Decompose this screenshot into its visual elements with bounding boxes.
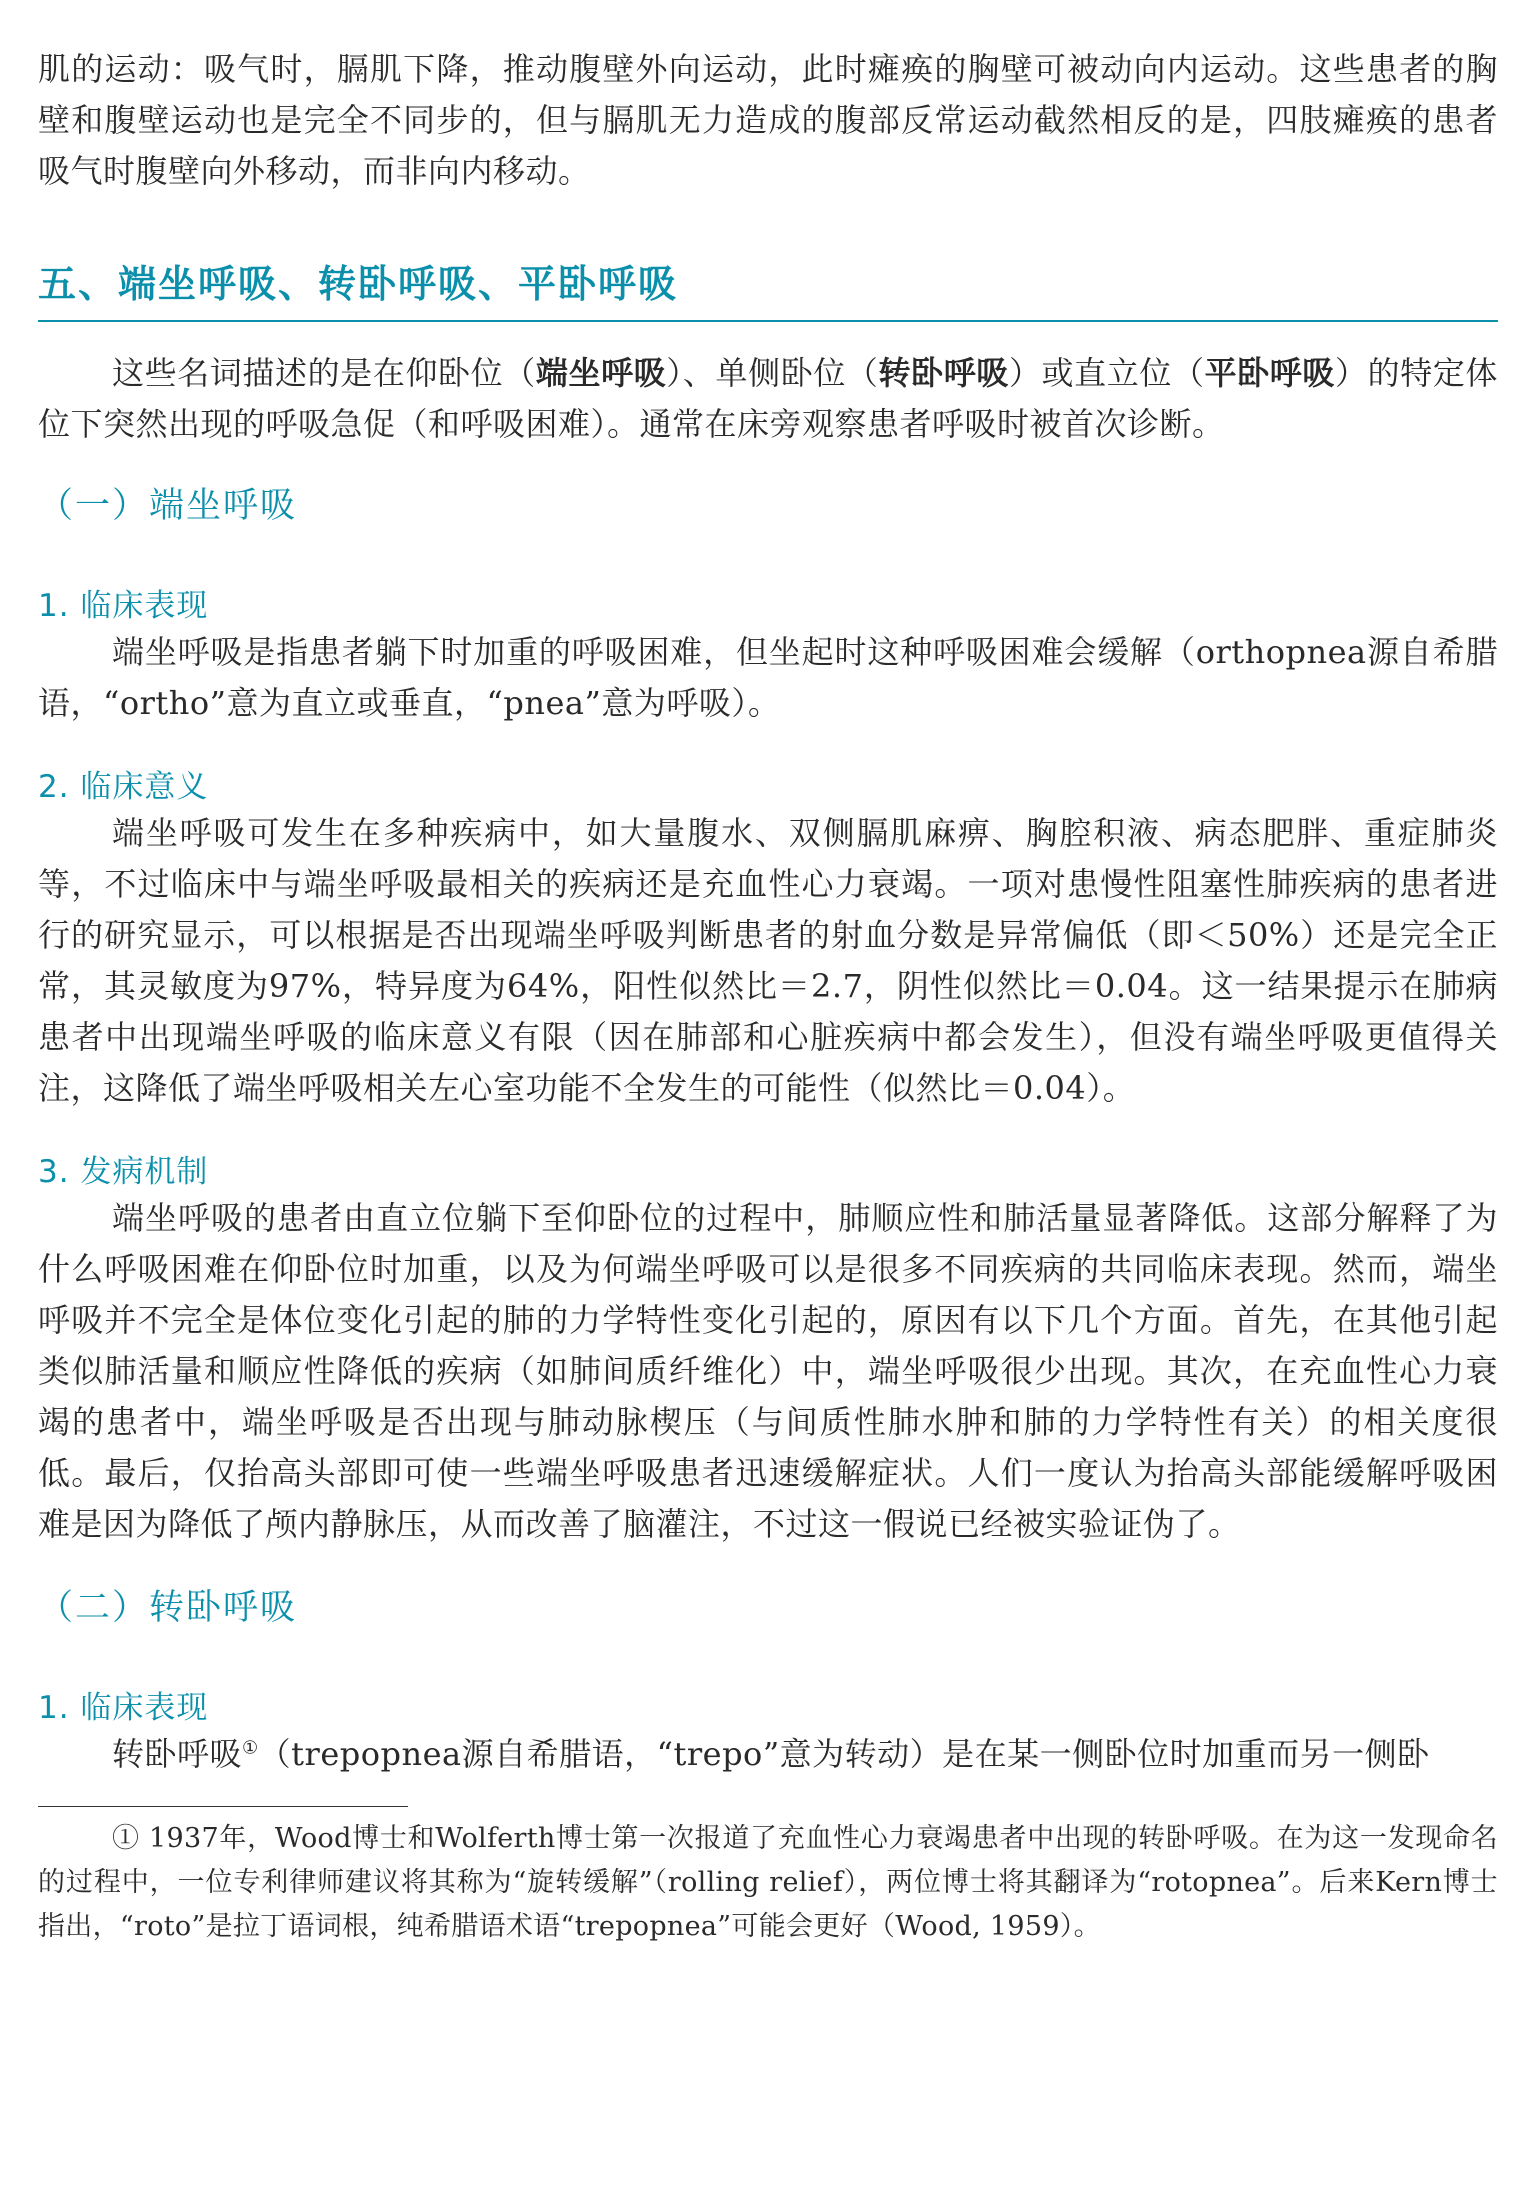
paragraph-clinical-significance: 端坐呼吸可发生在多种疾病中，如大量腹水、双侧膈肌麻痹、胸腔积液、病态肥胖、重症肺炎等，不过临床中与端坐呼吸最相关的疾病还是充血性心力衰竭。一项对患慢性阻塞性肺疾病的患者进行的研究显示，可以根据是否出现端坐呼吸判断患者的射血分数是异常偏低（即＜50%）还是完全正常，其灵敏度为97%，特异度为64%，阳性似然比＝2.7，阴性似然比＝0.04。这一结果提示在肺病患者中出现端坐呼吸的临床意义有限（因在肺部和心脏疾病中都会发生），但没有端坐呼吸更值得关注，这降低了端坐呼吸相关左心室功能不全发生的可能性（似然比＝0.04）。 <box>38 814 1498 1107</box>
subsection-title-trepopnea: （二）转卧呼吸 <box>38 1588 298 1628</box>
document-page <box>38 44 1498 1949</box>
footnote: ① 1937年，Wood博士和Wolferth博士第一次报道了充血性心力衰竭患者中出现的转卧呼吸。在为这一发现命名的过程中，一位专利律师建议将其称为“旋转缓解”（rolling relief），两位博士将其翻译为“rotopnea”。后来Kern博士指出，“roto”是拉丁语词根，纯希腊语术语“trepopnea”可能会更好（Wood, 1959）。 <box>38 1823 1498 1942</box>
term-platypnea: 平卧呼吸 <box>1204 354 1336 392</box>
heading-pathogenesis: 3. 发病机制 <box>38 1154 209 1190</box>
footnote-marker[interactable]: ① <box>242 1737 259 1759</box>
overview-text-3: ）或直立位（ <box>1008 354 1205 392</box>
paragraph-clinical-presentation: 端坐呼吸是指患者躺下时加重的呼吸困难，但坐起时这种呼吸困难会缓解（orthopnea源自希腊语，“ortho”意为直立或垂直，“pnea”意为呼吸）。 <box>38 633 1498 722</box>
overview-text-1: 这些名词描述的是在仰卧位（ <box>112 354 536 392</box>
trepopnea-term: 转卧呼吸 <box>112 1735 243 1773</box>
heading-clinical-presentation: 1. 临床表现 <box>38 588 209 624</box>
overview-text-4: ）的特定体位下突然出现的呼吸急促（和呼吸困难）。通常在床旁观察患者呼吸时被首次诊断。 <box>38 354 1498 443</box>
paragraph-trepopnea-presentation <box>38 1729 1498 1780</box>
term-orthopnea: 端坐呼吸 <box>535 354 667 392</box>
intro-paragraph: 肌的运动：吸气时，膈肌下降，推动腹壁外向运动，此时瘫痪的胸壁可被动向内运动。这些患者的胸壁和腹壁运动也是完全不同步的，但与膈肌无力造成的腹部反常运动截然相反的是，四肢瘫痪的患者吸气时腹壁向外移动，而非向内移动。 <box>38 50 1498 190</box>
term-trepopnea: 转卧呼吸 <box>878 354 1009 392</box>
overview-text-2: ）、单侧卧位（ <box>666 354 879 392</box>
paragraph-pathogenesis: 端坐呼吸的患者由直立位躺下至仰卧位的过程中，肺顺应性和肺活量显著降低。这部分解释了为什么呼吸困难在仰卧位时加重，以及为何端坐呼吸可以是很多不同疾病的共同临床表现。然而，端坐呼吸并不完全是体位变化引起的肺的力学特性变化引起的，原因有以下几个方面。首先，在其他引起类似肺活量和顺应性降低的疾病（如肺间质纤维化）中，端坐呼吸很少出现。其次，在充血性心力衰竭的患者中，端坐呼吸是否出现与肺动脉楔压（与间质性肺水肿和肺的力学特性有关）的相关度很低。最后，仅抬高头部即可使一些端坐呼吸患者迅速缓解症状。人们一度认为抬高头部能缓解呼吸困难是因为降低了颅内静脉压，从而改善了脑灌注，不过这一假说已经被实验证伪了。 <box>38 1199 1498 1543</box>
subsection-title-orthopnea: （一）端坐呼吸 <box>38 486 298 526</box>
section-overview <box>38 348 1498 450</box>
footnote-divider <box>38 1806 408 1807</box>
heading-trepopnea-presentation: 1. 临床表现 <box>38 1690 209 1726</box>
heading-clinical-significance: 2. 临床意义 <box>38 769 209 805</box>
section-title: 五、端坐呼吸、转卧呼吸、平卧呼吸 <box>38 253 1498 322</box>
trepopnea-text: （trepopnea源自希腊语，“trepo”意为转动）是在某一侧卧位时加重而另一侧卧 <box>258 1735 1430 1773</box>
